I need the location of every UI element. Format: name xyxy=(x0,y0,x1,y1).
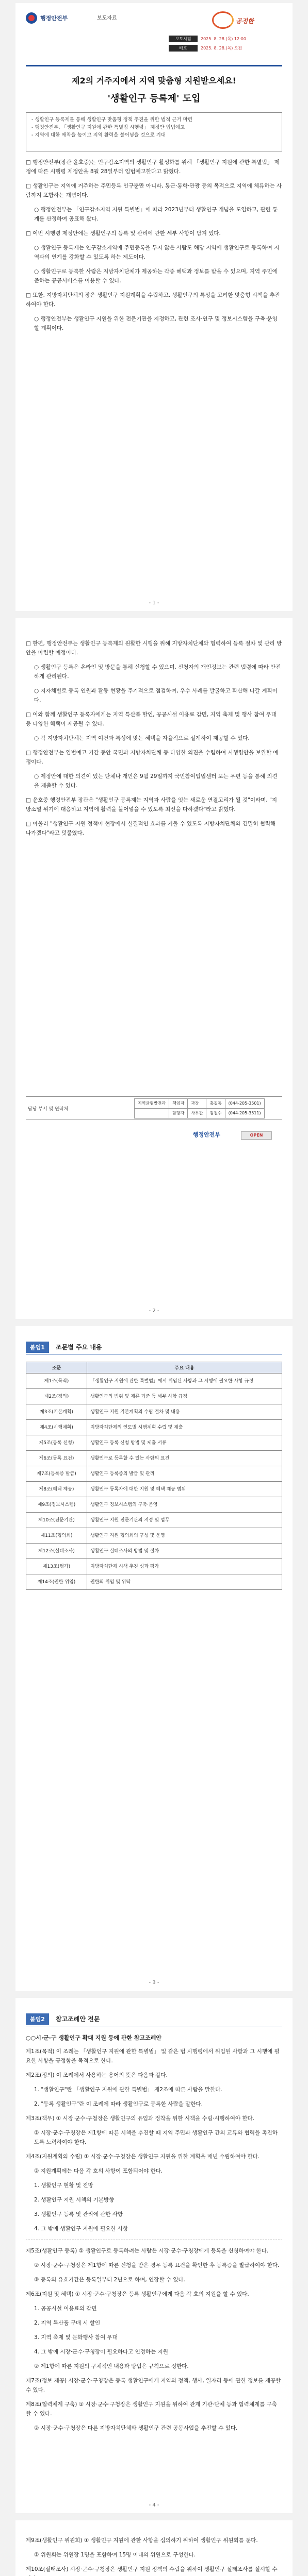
table-row: 담당자 사무관 김철수 (044-205-3511) xyxy=(135,1108,265,1118)
article-summary: 「생활인구 지원에 관한 특별법」에서 위임된 사항과 그 시행에 필요한 사항 규정 xyxy=(87,1374,282,1389)
ordinance-paragraph: ③ 등록의 유효기간은 등록일부터 2년으로 하며, 연장할 수 있다. xyxy=(34,2277,185,2283)
brand-logo: 공정한 xyxy=(210,10,282,31)
ministry-logo: 행정안전부 xyxy=(26,12,68,24)
page-4 xyxy=(15,1998,293,2513)
article-summary: 생활인구 등록증의 발급 및 관리 xyxy=(87,1466,282,1482)
ordinance-paragraph: 제8조(협력체계 구축) ① 시장·군수·구청장은 생활인구 지원을 위하여 관계 기관·단체 등과 협력체계를 구축할 수 있다. xyxy=(26,2401,277,2417)
article-number: 제5조(등록 신청) xyxy=(26,1435,87,1451)
table-row xyxy=(26,1528,282,1544)
article-number: 제14조(권한 위임) xyxy=(26,1574,87,1590)
table-row xyxy=(26,1374,282,1389)
table-row xyxy=(26,1389,282,1404)
press-title: 제2의 거주지에서 지역 맞춤형 지원받으세요! '생활인구 등록제' 도입 xyxy=(72,76,236,104)
table-row xyxy=(26,1451,282,1466)
contact-info: 담당 부서 및 연락처 지역균형발전과 책임자 과장 홍길동 (044-205-3501) 담당자 사무관 김철수 (044-205-3511) xyxy=(26,1096,282,1120)
article-summary: 생활인구 등록자에 대한 지원 및 혜택 제공 범위 xyxy=(87,1482,282,1497)
article-number: 제2조(정의) xyxy=(26,1389,87,1404)
ordinance-heading: ○○시·군·구 생활인구 확대 지원 등에 관한 참고조례안 xyxy=(26,2035,162,2041)
table-row xyxy=(26,1435,282,1451)
article-number: 제12조(실태조사) xyxy=(26,1544,87,1559)
ordinance-paragraph: 4. 그 밖에 시장·군수·구청장이 필요하다고 인정하는 지원 xyxy=(34,2349,168,2355)
ordinance-paragraph: 3. 생활인구 등록 및 관리에 관한 사항 xyxy=(34,2211,123,2217)
article-summary: 지방자치단체의 연도별 시행계획 수립 및 제출 xyxy=(87,1420,282,1435)
page-number: - 2 - xyxy=(149,1308,159,1314)
article-number: 제4조(시행계획) xyxy=(26,1420,87,1435)
ordinance-paragraph: 제7조(정보 제공) 시장·군수·구청장은 등록 생활인구에게 지역의 정책, 행사, 일자리 등에 관한 정보를 제공할 수 있다. xyxy=(26,2378,281,2393)
page-2 xyxy=(15,618,293,1319)
ordinance-paragraph: ② 지원계획에는 다음 각 호의 사항이 포함되어야 한다. xyxy=(34,2168,163,2174)
page-1 xyxy=(15,3,293,611)
attachment-label: 붙임2 xyxy=(26,2013,49,2025)
ordinance-body-cont xyxy=(26,2246,282,2433)
article-number: 제3조(기본계획) xyxy=(26,1404,87,1420)
article-summary: 생활인구 실태조사의 방법 및 절차 xyxy=(87,1544,282,1559)
ordinance-paragraph: ② 제1항에 따른 지원의 구체적인 내용과 방법은 규칙으로 정한다. xyxy=(34,2363,189,2369)
ordinance-paragraph: 제4조(지원계획의 수립) ① 시장·군수·구청장은 생활인구 지원을 위한 계획을 매년 수립하여야 한다. xyxy=(26,2154,260,2160)
table-row xyxy=(26,1404,282,1420)
attachment-1 xyxy=(26,1342,282,1590)
article-number: 제9조(정보시스템) xyxy=(26,1497,87,1513)
article-number: 제1조(목적) xyxy=(26,1374,87,1389)
table-row xyxy=(26,1544,282,1559)
taegeuk-icon xyxy=(26,12,37,24)
table-row: 지역균형발전과 책임자 과장 홍길동 (044-205-3501) xyxy=(135,1098,265,1108)
table-row xyxy=(26,1497,282,1513)
article-summary: 생활인구 지원 기본계획의 수립 절차 및 내용 xyxy=(87,1404,282,1420)
agency-signature: 행정안전부 xyxy=(192,1131,220,1138)
table-row xyxy=(26,1559,282,1574)
ordinance-paragraph: 1. 공공시설 이용료의 감면 xyxy=(34,2306,97,2312)
ordinance-paragraph: 1. "생활인구"란 「생활인구 지원에 관한 특별법」 제2조에 따른 사람을 말한다. xyxy=(34,2087,222,2093)
signature-area xyxy=(26,1126,282,1147)
ordinance-paragraph: ② 시장·군수·구청장은 다른 지방자치단체와 생활인구 관련 공동사업을 추진할 수 있다. xyxy=(34,2425,238,2431)
attachment-title: 조문별 주요 내용 xyxy=(56,1344,102,1351)
ordinance-paragraph: ② 시장·군수·구청장은 제1항에 따른 시책을 추진할 때 지역 주민과 생활인구 간의 교류와 협력을 촉진하도록 노력하여야 한다. xyxy=(34,2130,278,2145)
ordinance-paragraph: 제3조(책무) ① 시장·군수·구청장은 생활인구의 유입과 정착을 위한 시책을 수립·시행하여야 한다. xyxy=(26,2115,254,2122)
brand-ring-icon xyxy=(212,11,234,29)
article-number: 제7조(등록증 발급) xyxy=(26,1466,87,1482)
ordinance-paragraph: 제1조(목적) 이 조례는 「생활인구 지원에 관한 특별법」 및 같은 법 시행령에서 위임된 사항과 그 시행에 필요한 사항을 규정함을 목적으로 한다. xyxy=(26,2048,280,2064)
article-summary: 권한의 위임 및 위탁 xyxy=(87,1574,282,1590)
header-divider xyxy=(26,65,282,66)
ordinance-paragraph: 1. 생활인구 현황 및 전망 xyxy=(34,2182,93,2189)
ordinance-paragraph: 제5조(생활인구 등록) ① 생활인구로 등록하려는 사람은 시장·군수·구청장에게 등록을 신청하여야 한다. xyxy=(26,2248,269,2254)
ordinance-paragraph: 2. "등록 생활인구"란 이 조례에 따라 생활인구로 등록한 사람을 말한다. xyxy=(34,2101,203,2107)
article-number: 제13조(평가) xyxy=(26,1559,87,1574)
page-number: - 3 - xyxy=(149,1980,159,1986)
ordinance-paragraph: 제9조(생활인구 위원회) ① 생활인구 지원에 관한 사항을 심의하기 위하여 생활인구 위원회를 둔다. xyxy=(26,2537,258,2544)
contact-table xyxy=(134,1098,265,1118)
article-summary: 지방자치단체 시책 추진 성과 평가 xyxy=(87,1559,282,1574)
page-number: - 4 - xyxy=(149,2502,159,2508)
page-3 xyxy=(15,1326,293,1991)
article-number: 제8조(혜택 제공) xyxy=(26,1482,87,1497)
article-summary: 생활인구 정보시스템의 구축·운영 xyxy=(87,1497,282,1513)
ordinance-paragraph: 2. 생활인구 지원 시책의 기본방향 xyxy=(34,2197,115,2203)
article-summary: 생활인구의 범위 및 체류 기준 등 세부 사항 규정 xyxy=(87,1389,282,1404)
doc-type: 보도자료 xyxy=(97,15,117,21)
attachment-label: 붙임1 xyxy=(26,1342,49,1353)
ordinance-paragraph: 제6조(지원 및 혜택) ① 시장·군수·구청장은 등록 생활인구에게 다음 각 호의 지원을 할 수 있다. xyxy=(26,2291,249,2297)
attachment-2 xyxy=(26,2013,282,2438)
summary-box: - 생활인구 등록제를 통해 생활인구 맞춤형 정책 추진을 위한 법적 근거 마련 - 행정안전부, 「생활인구 지원에 관한 특별법 시행령」 제정안 입법예고 - 지역에 대한 애착을 높이고 지역 활력을 불어넣을 것으로 기대 xyxy=(26,112,282,151)
article-number: 제11조(협의회) xyxy=(26,1528,87,1544)
table-row xyxy=(26,1513,282,1528)
table-header-row: 조문 주요 내용 xyxy=(26,1362,282,1374)
ordinance-paragraph: ② 시장·군수·구청장은 제1항에 따른 신청을 받은 경우 등록 요건을 확인한 후 등록증을 발급하여야 한다. xyxy=(34,2262,280,2268)
press-header xyxy=(26,10,282,62)
article-summary: 생활인구 등록 신청 방법 및 제출 서류 xyxy=(87,1435,282,1451)
article-summary: 생활인구 지원 전문기관의 지정 및 업무 xyxy=(87,1513,282,1528)
body-page-1: □ 행정안전부(장관 윤호중)는 인구감소지역의 생활인구 활성화를 위해 「생활인구 지원에 관한 특별법」 제정에 따른 시행령 제정안을 8월 28일부터 입법예고한다고 밝혔다. □ 생활인구는 지역에 거주하는 주민등록 인구뿐만 아니라, 통근·통학·관광 등의 목적으로 지역에 체류하는 사람까지 포함하는 개념이다. ○ 행정안전부는 「인구감소지역 지원 특별법」에 따라 2023년부터 생활인구 개념을 도입하고, 관련 통계를 산정하여 공표해 왔다. □ 이번 시행령 제정안에는 생활인구의 등록 및 관리에 관한 세부 사항이 담겨 있다. ○ 생활인구 등록제는 인구감소지역에 주민등록을 두지 않은 사람도 해당 지역에 생활인구로 등록하여 지역과의 연계를 강화할 수 있도록 하는 제도이다. ○ 생활인구로 등록한 사람은 지방자치단체가 제공하는 각종 혜택과 정보를 받을 수 있으며, 지역 주민에 준하는 공공서비스를 이용할 수 있다. □ 또한, 지방자치단체의 장은 생활인구 지원계획을 수립하고, 생활인구의 특성을 고려한 맞춤형 시책을 추진하여야 한다. ○ 행정안전부는 생활인구 지원을 위한 전문기관을 지정하고, 관련 조사·연구 및 정보시스템을 구축·운영할 계획이다. xyxy=(26,159,282,331)
article-table xyxy=(26,1362,282,1590)
page-number: - 1 - xyxy=(149,600,159,606)
ordinance-body xyxy=(26,2047,282,2233)
ordinance-paragraph: 제2조(정의) 이 조례에서 사용하는 용어의 뜻은 다음과 같다. xyxy=(26,2072,168,2078)
article-number: 제6조(등록 요건) xyxy=(26,1451,87,1466)
table-row xyxy=(26,1574,282,1590)
ordinance-articles xyxy=(26,2536,282,2576)
release-info: 보도시점 2025. 8. 28.(목) 12:00 배포 2025. 8. 28.(목) 오전 xyxy=(169,35,282,54)
article-number: 제10조(전문기관) xyxy=(26,1513,87,1528)
table-row xyxy=(26,1482,282,1497)
ordinance-body-end xyxy=(26,2536,282,2576)
attachment-title: 참고조례안 전문 xyxy=(56,2015,100,2023)
ordinance-paragraph: 4. 그 밖에 생활인구 지원에 필요한 사항 xyxy=(34,2226,128,2232)
ordinance-paragraph: 제10조(실태조사) 시장·군수·구청장은 생활인구 지원 정책의 수립을 위하여 생활인구 실태조사를 실시할 수 xyxy=(26,2566,278,2572)
table-row xyxy=(26,1420,282,1435)
ordinance-paragraph: 2. 지역 특산품 구매 시 할인 xyxy=(34,2320,101,2326)
open-badge: OPEN xyxy=(241,1131,272,1140)
table-row xyxy=(26,1466,282,1482)
page-5 xyxy=(15,2520,293,2576)
body-page-2: □ 한편, 행정안전부는 생활인구 등록제의 원활한 시행을 위해 지방자치단체와 협력하여 등록 절차 및 관리 방안을 마련할 예정이다. ○ 생활인구 등록은 온라인 및 방문을 통해 신청할 수 있으며, 신청자의 개인정보는 관련 법령에 따라 안전하게 관리된다. ○ 지자체별로 등록 인원과 활동 현황을 주기적으로 점검하여, 우수 사례를 발굴하고 확산해 나갈 계획이다. □ 이와 함께 생활인구 등록자에게는 지역 특산품 할인, 공공시설 이용료 감면, 지역 축제 및 행사 참여 우대 등 다양한 혜택이 제공될 수 있다. ○ 각 지방자치단체는 지역 여건과 특성에 맞는 혜택을 자율적으로 설계하여 제공할 수 있다. □ 행정안전부는 입법예고 기간 동안 국민과 지방자치단체 등 다양한 의견을 수렴하여 시행령안을 보완할 예정이다. ○ 제정안에 대한 의견이 있는 단체나 개인은 9월 29일까지 국민참여입법센터 또는 우편 등을 통해 의견을 제출할 수 있다. □ 윤호중 행정안전부 장관은 "생활인구 등록제는 지역과 사람을 잇는 새로운 연결고리가 될 것"이라며, "지방소멸 위기에 대응하고 지역에 활력을 불어넣을 수 있도록 최선을 다하겠다"라고 밝혔다. □ 아울러 "생활인구 지원 정책이 현장에서 실질적인 효과를 거둘 수 있도록 지방자치단체와 긴밀히 협력해 나가겠다"라고 덧붙였다. xyxy=(26,640,282,836)
ordinance-paragraph: ② 위원회는 위원장 1명을 포함하여 15명 이내의 위원으로 구성한다. xyxy=(34,2552,196,2558)
article-summary: 생활인구 지원 협의회의 구성 및 운영 xyxy=(87,1528,282,1544)
article-summary: 생활인구로 등록할 수 있는 사람의 요건 xyxy=(87,1451,282,1466)
ordinance-paragraph: 3. 지역 축제 및 문화행사 참여 우대 xyxy=(34,2334,118,2341)
